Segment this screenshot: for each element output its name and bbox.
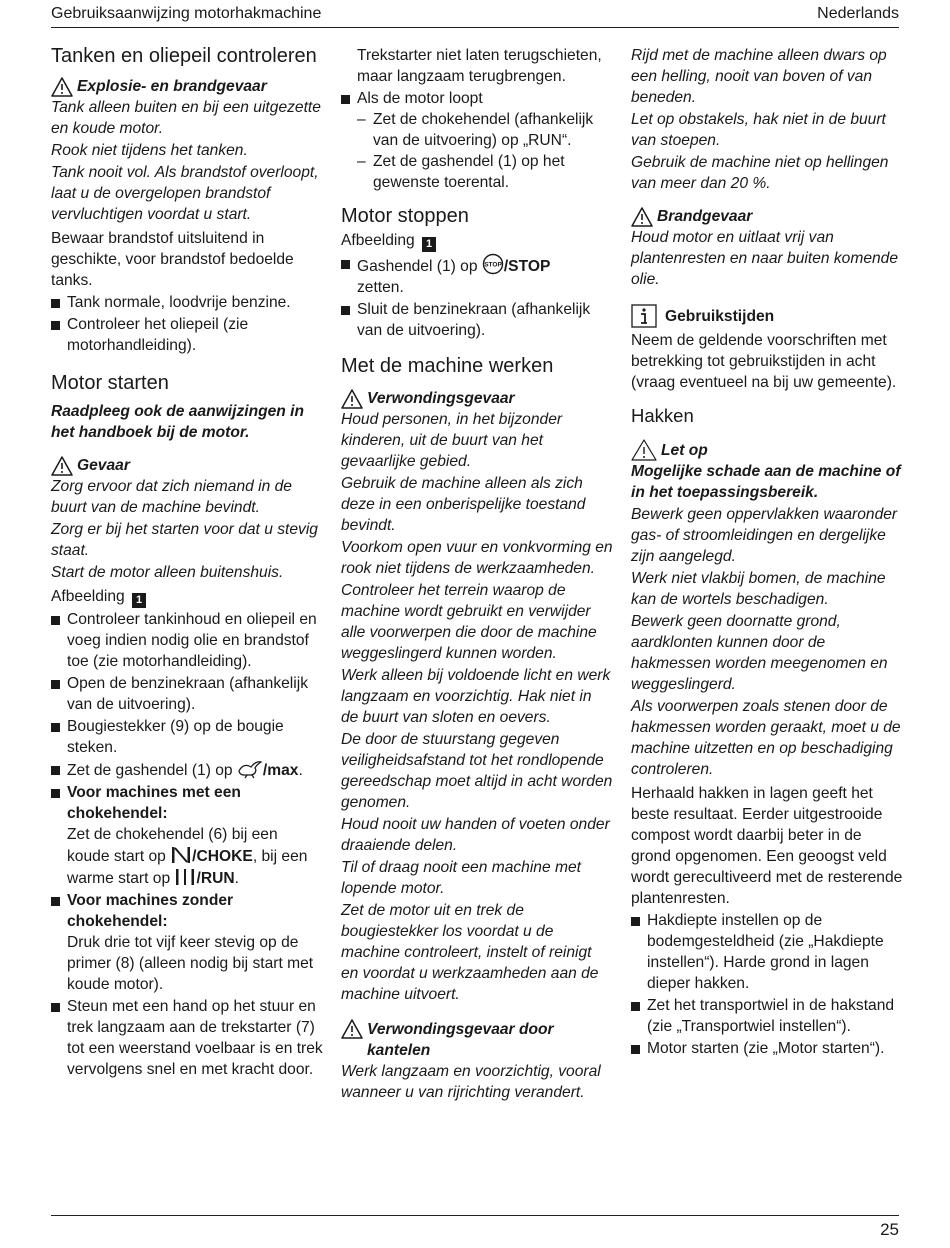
warning-text: De door de stuurstang gegeven veiligheidsafstand tot het rondlopende gereedschap moet altijd in acht worden genomen. [341, 731, 613, 811]
warning-text: Houd motor en uitlaat vrij van plantenresten en naar buiten komende olie. [631, 229, 899, 288]
list-item-text: Druk drie tot vijf keer stevig op de primer (8) (alleen nodig bij start met koude motor). [67, 934, 314, 993]
stop-icon-label: STOP [484, 261, 502, 269]
stop-label: /STOP [503, 258, 551, 275]
column-3 [631, 45, 903, 1060]
section-title-hakken: Hakken [631, 405, 694, 426]
bullet-list [51, 292, 323, 356]
list-item: Tank normale, loodvrije benzine. [51, 292, 323, 313]
list-item-heading: Voor machines met een chokehendel: [67, 784, 241, 822]
warning-triangle-icon [51, 77, 73, 97]
warning-text: Zorg ervoor dat zich niemand in de buurt van de machine bevindt. [51, 478, 292, 516]
info-usage-times [631, 304, 903, 328]
choke-open-icon [174, 867, 196, 887]
warning-text: Zet de motor uit en trek de bougiestekker los voordat u de machine controleert, instelt of reinigt en voordat u werkzaamheden aan de machine uitvoert. [341, 902, 599, 1003]
warning-text: Til of draag nooit een machine met lopende motor. [341, 859, 581, 897]
warning-title: Gevaar [77, 457, 130, 474]
rabbit-icon [237, 759, 263, 779]
warning-text: Controleer het terrein waarop de machine wordt gebruikt en verwijder alle voorwerpen die door de machine weggeslingerd kunnen worden. [341, 582, 597, 662]
page-header [51, 4, 899, 28]
column-2 [341, 45, 613, 1104]
list-item [341, 253, 613, 298]
bullet-list [631, 910, 903, 1059]
choke-label: /CHOKE [192, 848, 253, 865]
list-item-text: Gashendel (1) op [357, 258, 478, 275]
warning-text: Werk alleen bij voldoende licht en werk langzaam en voorzichtig. Hak niet in de buurt van sloten en oevers. [341, 667, 611, 726]
language-label: Nederlands [817, 5, 899, 22]
figure-number-badge: 1 [132, 593, 146, 608]
section-title-tanken: Tanken en oliepeil controleren [51, 45, 317, 67]
warning-fire [631, 206, 903, 227]
list-item: Controleer tankinhoud en oliepeil en voeg indien nodig olie en brandstof toe (zie motorhandleiding). [51, 609, 323, 672]
list-item [51, 890, 323, 995]
warning-tilting [341, 1019, 613, 1061]
caution-title: Let op [661, 441, 708, 459]
warning-text: Gebruik de machine niet op hellingen van meer dan 20 %. [631, 154, 889, 192]
section-title-motor-stoppen: Motor stoppen [341, 205, 469, 227]
dash-item: – Zet de chokehendel (afhankelijk van de uitvoering) op „RUN“. [357, 109, 613, 151]
warning-title: Explosie- en brandgevaar [77, 78, 267, 95]
warning-title: Brandgevaar [657, 208, 753, 225]
page-number: 25 [880, 1220, 899, 1239]
punctuation: . [234, 870, 239, 887]
warning-explosion [51, 76, 323, 97]
warning-text: Tank alleen buiten en bij een uitgezette en koude motor. [51, 99, 321, 137]
warning-injury [341, 388, 613, 409]
warning-title: Verwondingsgevaar [367, 390, 515, 407]
info-icon [631, 304, 657, 328]
section-title-machine-werken: Met de machine werken [341, 355, 554, 377]
warning-triangle-icon [341, 389, 363, 409]
caution-text: Werk niet vlakbij bomen, de machine kan de wortels beschadigen. [631, 570, 886, 608]
warning-text: Werk langzaam en voorzichtig, vooral wanneer u van rijrichting verandert. [341, 1063, 601, 1101]
figure-reference [51, 586, 323, 608]
list-item-text: Als de motor loopt [357, 90, 483, 107]
dash-list [357, 109, 613, 193]
stop-icon [482, 253, 504, 275]
list-item: Motor starten (zie „Motor starten“). [631, 1038, 903, 1059]
warning-text: Zorg er bij het starten voor dat u stevig staat. [51, 521, 318, 559]
list-item: Hakdiepte instellen op de bodemgesteldheid (zie „Hakdiepte instellen“). Harde grond in lagen dieper hakken. [631, 910, 903, 994]
warning-danger [51, 455, 323, 476]
warning-triangle-icon [51, 456, 73, 476]
caution-heading [631, 439, 903, 461]
max-label: /max [262, 762, 299, 779]
column-1 [51, 45, 323, 1081]
figure-number-badge: 1 [422, 237, 436, 252]
caution-text: Als voorwerpen zoals stenen door de hakmessen worden geraakt, moet u de machine uitzetten en op beschadiging controleren. [631, 698, 901, 778]
section-title-motor-starten: Motor starten [51, 372, 169, 394]
list-item: Steun met een hand op het stuur en trek langzaam aan de trekstarter (7) tot een weerstand voelbaar is en trek vervolgens snel en met kracht door. [51, 996, 323, 1080]
bullet-list [51, 609, 323, 1080]
list-item: Open de benzinekraan (afhankelijk van de uitvoering). [51, 673, 323, 715]
warning-text: Start de motor alleen buitenshuis. [51, 564, 284, 581]
warning-triangle-icon [631, 439, 657, 461]
warning-text: Tank nooit vol. Als brandstof overloopt, laat u de overgelopen brandstof vervluchtigen voordat u start. [51, 164, 319, 223]
list-item-text: Zet de chokehendel (6) bij een koude start op [67, 826, 278, 865]
list-item: Controleer het oliepeil (zie motorhandleiding). [51, 314, 323, 356]
list-item [51, 759, 323, 781]
manual-title: Gebruiksaanwijzing motorhakmachine [51, 5, 322, 22]
list-item [51, 782, 323, 889]
punctuation: . [298, 762, 303, 779]
paragraph: Bewaar brandstof uitsluitend in geschikte, voor brandstof bedoelde tanks. [51, 230, 294, 289]
warning-text: Rook niet tijdens het tanken. [51, 142, 248, 159]
warning-triangle-icon [631, 207, 653, 227]
list-item: Bougiestekker (9) op de bougie steken. [51, 716, 323, 758]
continued-text: Trekstarter niet laten terugschieten, maar langzaam terugbrengen. [357, 47, 602, 85]
warning-text: Let op obstakels, hak niet in de buurt van stoepen. [631, 111, 886, 149]
figure-label: Afbeelding [51, 588, 125, 605]
warning-text: Rijd met de machine alleen dwars op een helling, nooit van boven of van beneden. [631, 47, 887, 106]
footer-rule [51, 1215, 899, 1216]
list-item: Sluit de benzinekraan (afhankelijk van de uitvoering). [341, 299, 613, 341]
dash-item: – Zet de gashendel (1) op het gewenste toerental. [357, 151, 613, 193]
run-label: /RUN [196, 870, 235, 887]
list-item: Zet het transportwiel in de hakstand (zie „Transportwiel instellen“). [631, 995, 903, 1037]
info-title: Gebruikstijden [665, 307, 775, 325]
warning-text: Voorkom open vuur en vonkvorming en rook niet tijdens de werkzaamheden. [341, 539, 613, 577]
warning-text: Houd personen, in het bijzonder kinderen, uit de buurt van het gevaarlijke gebied. [341, 411, 563, 470]
warning-title: Verwondingsgevaar door kantelen [367, 1021, 554, 1059]
paragraph: Neem de geldende voorschriften met betrekking tot gebruikstijden in acht (vraag eventueel na bij uw gemeente). [631, 332, 897, 391]
warning-text: Gebruik de machine alleen als zich deze in een onberispelijke toestand bevindt. [341, 475, 586, 534]
figure-reference [341, 230, 613, 252]
list-item-text: Zet de gashendel (1) op [67, 762, 233, 779]
warning-triangle-icon [341, 1019, 363, 1039]
caution-text: Bewerk geen oppervlakken waaronder gas- of stroomleidingen en dergelijke zijn aangelegd. [631, 506, 898, 565]
list-item-heading: Voor machines zonder chokehendel: [67, 892, 234, 930]
bullet-list [341, 253, 613, 341]
warning-text: Houd nooit uw handen of voeten onder draaiende delen. [341, 816, 610, 854]
paragraph: Herhaald hakken in lagen geeft het beste resultaat. Eerder uitgestrooide compost wordt daarbij beter in de grond opgenomen. Een geoogst veld wordt gerecultiveerd met de resterende plantenresten. [631, 785, 903, 907]
bullet-list [341, 88, 613, 193]
list-item [341, 88, 613, 193]
caution-text: Bewerk geen doornatte grond, aardklonten kunnen door de hakmessen worden meegenomen en weggeslingerd. [631, 613, 888, 693]
list-item-text: , bij een warme start op [67, 848, 308, 887]
start-note: Raadpleeg ook de aanwijzingen in het handboek bij de motor. [51, 403, 305, 441]
caution-subtitle: Mogelijke schade aan de machine of in het toepassingsbereik. [631, 463, 901, 501]
figure-label: Afbeelding [341, 232, 415, 249]
choke-closed-icon [170, 845, 192, 865]
list-item-text: zetten. [357, 279, 404, 296]
